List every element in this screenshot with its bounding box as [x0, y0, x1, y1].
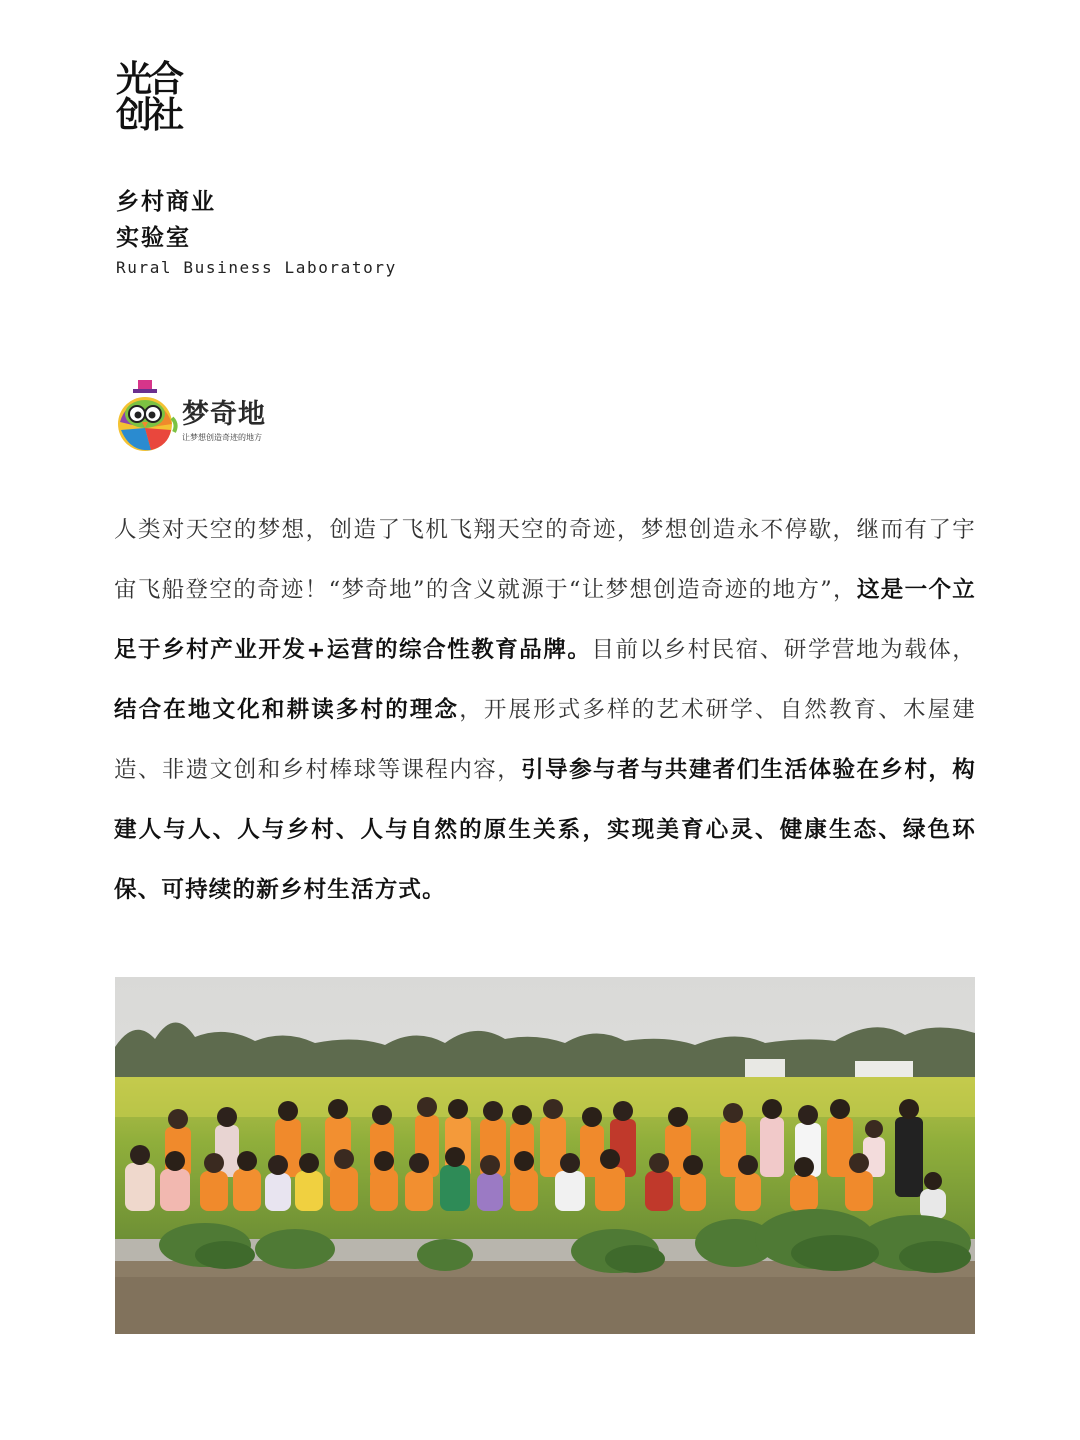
intro-text-2: 目前以乡村民宿、研学营地为载体，: [591, 637, 976, 663]
intro-bold-1: 这是一个立足于乡村产业开发+运营的综合性教育品牌。: [114, 577, 976, 663]
lab-title-line2: 实验室: [116, 225, 191, 251]
brand-logo: [116, 59, 202, 142]
lab-title: [116, 184, 216, 256]
lab-title-line1: 乡村商业: [116, 189, 216, 215]
partner-logo: [116, 378, 286, 456]
intro-bold-2: 结合在地文化和耕读多村的理念: [114, 697, 460, 723]
brand-logo-line1: 光合: [116, 59, 181, 100]
intro-paragraph: [114, 500, 976, 920]
lab-subtitle: Rural Business Laboratory: [116, 258, 397, 277]
intro-bold-3: 引导参与者与共建者们生活体验在乡村，构建人与人、人与乡村、人与自然的原生关系，实现美育心灵、健康生态、绿色环保、可持续的新乡村生活方式。: [114, 757, 976, 903]
intro-text-1: 人类对天空的梦想，创造了飞机飞翔天空的奇迹，梦想创造永不停歇，继而有了宇宙飞船登空的奇迹！“梦奇地”的含义就源于“让梦想创造奇迹的地方”，: [114, 517, 976, 603]
partner-slogan: 让梦想创造奇迹的地方: [182, 433, 262, 442]
group-photo: [115, 977, 975, 1334]
group-photo-image: [115, 977, 975, 1334]
owl-icon: [116, 378, 178, 454]
intro-text-3: ，开展形式多样的艺术研学、自然教育、木屋建造、非遗文创和乡村棒球等课程内容，: [114, 697, 976, 783]
brand-logo-line2: 创社: [116, 95, 181, 136]
partner-name: 梦奇地: [182, 399, 266, 430]
